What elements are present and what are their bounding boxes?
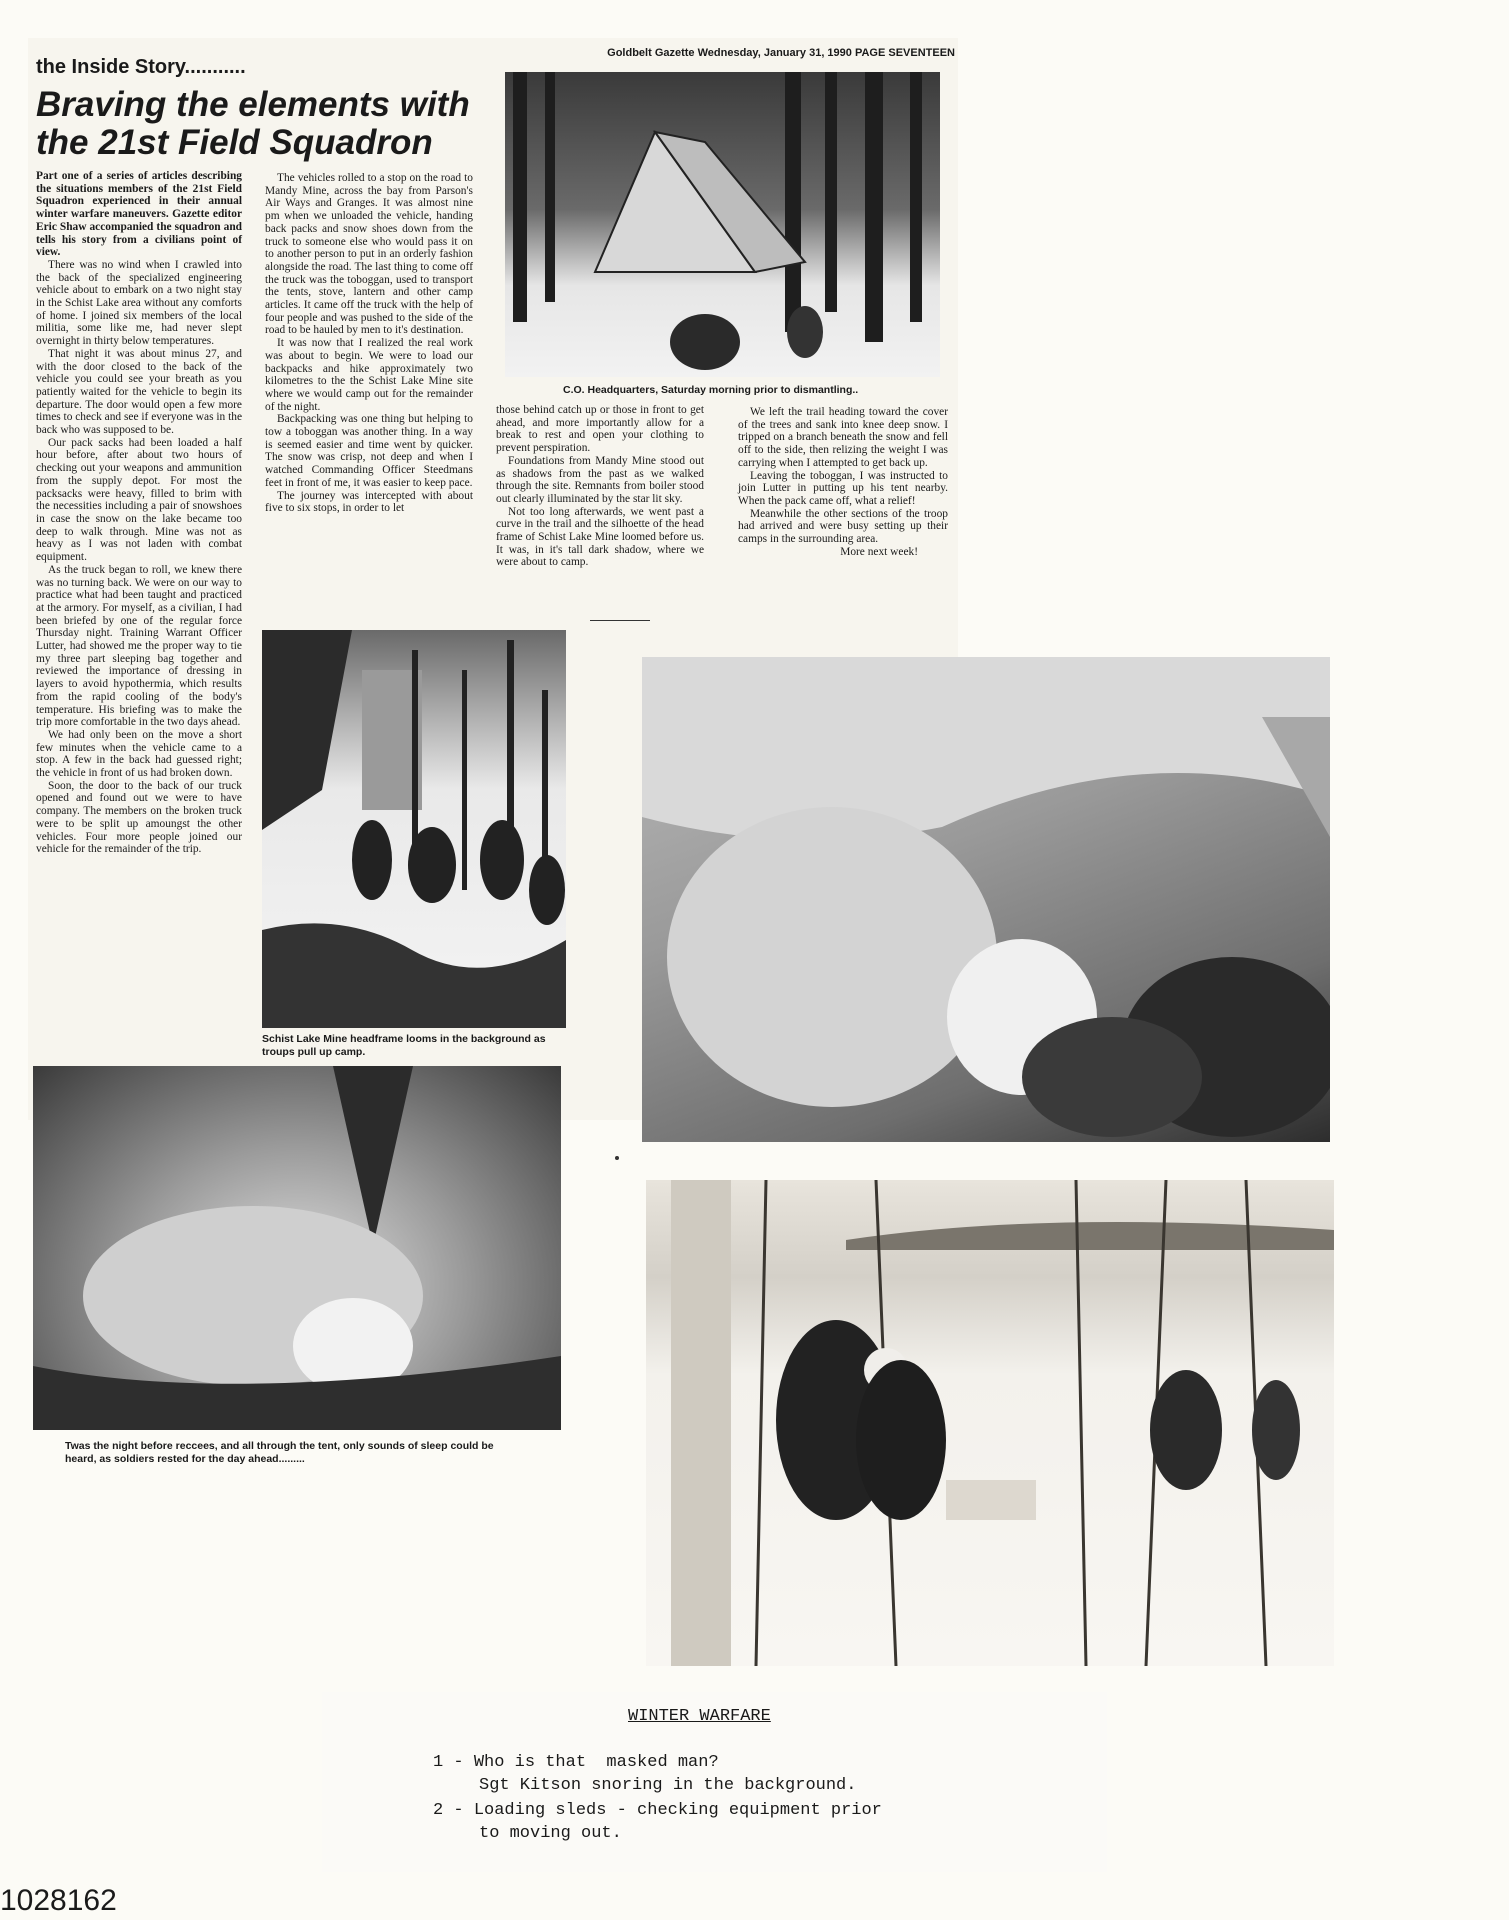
article-column-4 bbox=[738, 406, 948, 558]
article-paragraph: Soon, the door to the back of our truck opened and found out we were to have company. The members on the broken truck were to be split up amoungst the other vehicles. Four more people joined our vehicle for the remainder of the trip. bbox=[36, 779, 242, 856]
document-id: 1028162 bbox=[0, 1884, 117, 1917]
headframe-illustration bbox=[262, 630, 566, 1028]
article-intro: Part one of a series of articles describing the situations members of the 21st Field Squadron experienced in their annual winter warfare maneuvers. Gazette editor Eric Shaw accompanied the squadron and tells his story from a civilians point of view. bbox=[36, 170, 242, 259]
photo-headframe-camp bbox=[262, 630, 566, 1028]
note-title: WINTER WARFARE bbox=[628, 1707, 771, 1726]
photo-masked-man bbox=[642, 657, 1330, 1142]
kicker: the Inside Story........... bbox=[36, 56, 246, 78]
masked-man-illustration bbox=[642, 657, 1330, 1142]
article-paragraph: The journey was intercepted with about five to six stops, in order to let bbox=[265, 489, 473, 515]
article-paragraph: We had only been on the move a short few minutes when the vehicle came to a stop. A few in the back had guessed right; the vehicle in front of us had broken down. bbox=[36, 728, 242, 780]
article-paragraph: As the truck began to roll, we knew there was no turning back. We were on our way to practice what had been taught and practiced at the armory. For myself, as a civilian, I had been briefed by one of the regular force Thursday night. Training Warrant Officer Lutter, had showed me the proper way to tie my three part sleeping bag together and reviewed the importance of dressing in layers to avoid hypothermia, which results from the rapid cooling of the body's temperature. His briefing was to make the trip more comfortable in the two days ahead. bbox=[36, 563, 242, 729]
article-paragraph: Foundations from Mandy Mine stood out as shadows from the past as we walked through the site. Remnants from boiler stood out clearly illuminated by the star lit sky. bbox=[496, 454, 704, 505]
more-next-week: More next week! bbox=[840, 545, 918, 558]
column-divider bbox=[590, 620, 650, 621]
article-paragraph: Our pack sacks had been loaded a half hour before, after about two hours of checking out your weapons and ammunition from the supply depot. For most the packsacks were heavy, filled to brim with the necessities including a pair of snowshoes in case the snow on the lake became too deep to walk through. Mine was not as heavy as I was not laden with combat equipment. bbox=[36, 436, 242, 564]
tent-forest-illustration bbox=[505, 72, 940, 377]
masthead: Goldbelt Gazette Wednesday, January 31, 1990 PAGE SEVENTEEN bbox=[607, 47, 955, 59]
soldiers-in-woods-illustration bbox=[646, 1180, 1334, 1666]
article-column-3 bbox=[496, 404, 704, 569]
article-paragraph: Leaving the toboggan, I was instructed to join Lutter in putting up his tent nearby. When the pack came off, what a relief! bbox=[738, 469, 948, 507]
caption-night-tent: Twas the night before reccees, and all through the tent, only sounds of sleep could be heard, as soldiers rested for the day ahead......... bbox=[65, 1440, 494, 1465]
note-item-number: 2 - bbox=[433, 1801, 464, 1820]
photo-loading-sleds bbox=[646, 1180, 1334, 1666]
article-paragraph: We left the trail heading toward the cover of the trees and sank into knee deep snow. I tripped on a branch beneath the snow and fell off to the side, then relizing the weight I was carrying when I attempted to get back up. bbox=[738, 406, 948, 469]
article-column-1 bbox=[36, 170, 242, 856]
note-item-line: to moving out. bbox=[479, 1823, 622, 1843]
note-item-line: Sgt Kitson snoring in the background. bbox=[479, 1775, 857, 1795]
note-item-line: Loading sleds - checking equipment prior bbox=[473, 1801, 882, 1820]
note-item-2 bbox=[433, 1800, 882, 1845]
article-paragraph: That night it was about minus 27, and with the door closed to the back of the vehicle you could see your breath as you patiently waited for the vehicle to begin its departure. The door would open a few more times to check and see if everyone was in the back who was supposed to be. bbox=[36, 347, 242, 437]
caption-headframe: Schist Lake Mine headframe looms in the background as troups pull up camp. bbox=[262, 1033, 546, 1058]
article-paragraph: those behind catch up or those in front to get ahead, and more importantly allow for a break to rest and open your clothing to prevent perspiration. bbox=[496, 404, 704, 455]
headline: Braving the elements with the 21st Field Squadron bbox=[36, 85, 470, 162]
note-item-number: 1 - bbox=[433, 1753, 464, 1772]
photo-night-tent bbox=[33, 1066, 561, 1430]
article-paragraph: Not too long afterwards, we went past a curve in the trail and the silhoette of the head frame of Schist Lake Mine loomed before us. It was, in it's tall dark shadow, where we were about to camp. bbox=[496, 505, 704, 569]
article-paragraph: There was no wind when I crawled into the back of the specialized engineering vehicle about to embark on a two night stay in the Schist Lake area without any comforts of home. I joined six members of the local militia, some like me, had never slept overnight in thirty below temperatures. bbox=[36, 258, 242, 348]
article-paragraph: The vehicles rolled to a stop on the road to Mandy Mine, across the bay from Parson's Air Ways and Granges. It was almost nine pm when we unloaded the vehicle, handing back packs and snow shoes down from the truck to someone else who would pass it on to another person to put in an orderly fashion alongside the road. The last thing to come off the truck was the toboggan, used to transport the tents, stove, lantern and other camp articles. It came off the truck with the help of four people and was pushed to the side of the road to be hauled by men to it's destination. bbox=[265, 172, 473, 337]
article-paragraph: Meanwhile the other sections of the troop had arrived and were busy setting up their camps in the surrounding area. bbox=[738, 507, 948, 546]
article-column-2 bbox=[265, 172, 473, 515]
article-paragraph: It was now that I realized the real work was about to begin. We were to load our backpacks and hike approximately two kilometres to the the Schist Lake Mine site where we would camp out for the remainder of the night. bbox=[265, 337, 473, 413]
bullet-mark bbox=[615, 1156, 619, 1160]
note-item-line: Who is that masked man? bbox=[473, 1753, 719, 1772]
caption-headquarters: C.O. Headquarters, Saturday morning prior to dismantling.. bbox=[563, 384, 859, 396]
photo-headquarters-tent bbox=[505, 72, 940, 377]
sleeping-soldier-illustration bbox=[33, 1066, 561, 1430]
note-item-1 bbox=[433, 1752, 856, 1797]
article-paragraph: Backpacking was one thing but helping to tow a toboggan was another thing. In a way is seemed easier and time went by quicker. The snow was crisp, not deep and when I watched Commanding Officer Steedmans feet in front of me, it was easier to keep pace. bbox=[265, 413, 473, 489]
